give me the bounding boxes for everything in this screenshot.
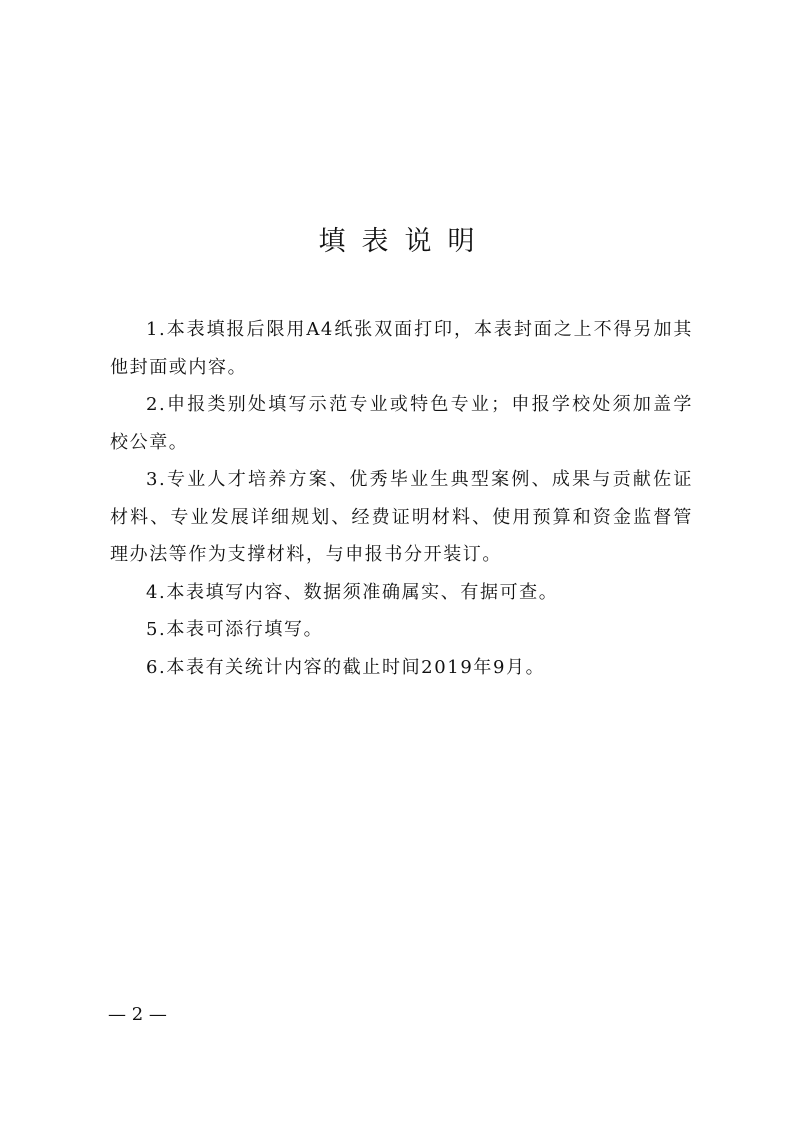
instruction-item-1: 1.本表填报后限用A4纸张双面打印，本表封面之上不得另加其他封面或内容。 — [110, 319, 693, 378]
instruction-item-5: 5.本表可添行填写。 — [146, 619, 324, 640]
page-number: — 2 — — [108, 1004, 167, 1025]
instruction-item-4: 4.本表填写内容、数据须准确属实、有据可查。 — [146, 581, 559, 603]
instruction-item-3: 3.专业人才培养方案、优秀毕业生典型案例、成果与贡献佐证材料、专业发展详细规划、经费证明材料、使用预算和资金监督管理办法等作为支撑材料，与申报书分开装订。 — [110, 469, 693, 565]
instruction-item-2: 2.申报类别处填写示范专业或特色专业；申报学校处须加盖学校公章。 — [110, 394, 693, 453]
page-title: 填表说明 — [318, 226, 491, 257]
instruction-item-6: 6.本表有关统计内容的截止时间2019年9月。 — [146, 656, 546, 678]
instructions-list — [110, 311, 693, 686]
